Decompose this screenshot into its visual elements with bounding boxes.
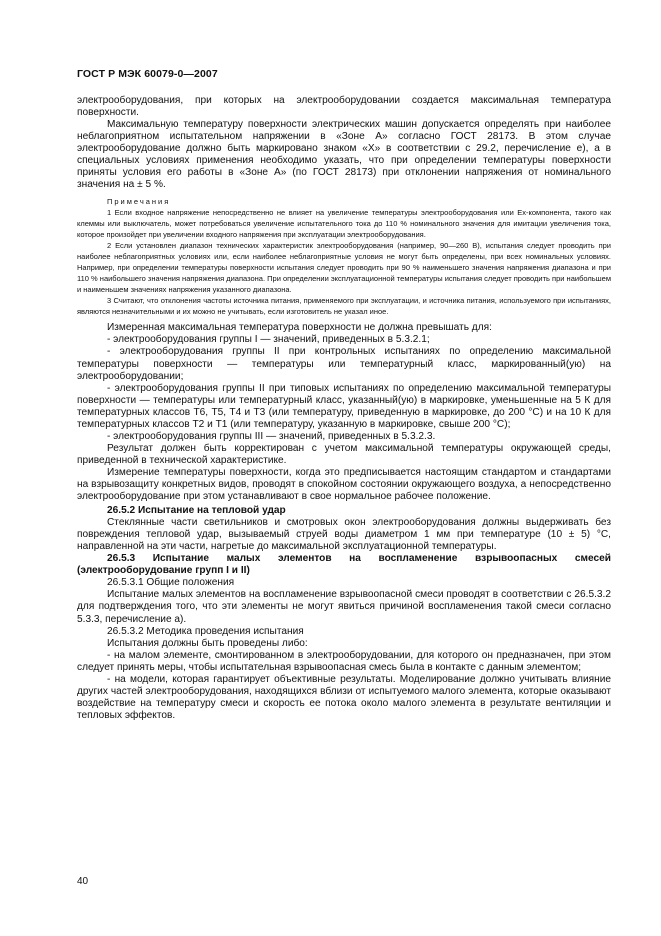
paragraph: Результат должен быть корректирован с учетом максимальной температуры окружающей среды, приведенной в технической характеристике.: [77, 442, 611, 466]
notes-block: [77, 196, 611, 317]
paragraph: Стеклянные части светильников и смотровых окон электрооборудования должны выдерживать без повреждения тепловой удар, вызываемый струей воды диаметром 1 мм при температуре (10 ± 5) °С, направленной на эти части, нагретые до максимальной эксплуатационной температуры.: [77, 517, 611, 553]
paragraph: Максимальную температуру поверхности электрических машин допускается определять при наиболее неблагоприятном испытательном напряжении в «Зоне А» согласно ГОСТ 28173. В этом случае электрооборудование должно быть маркировано знаком «Х» в соответствии с 29.2, перечисление е), а в специальных условиях применения необходимо указать, что при определении температуры поверхности приняты условия его работы в «Зоне А» (по ГОСТ 28173) при отклонении напряжения от номинального значения на ± 5 %.: [77, 119, 611, 191]
paragraph: Измеренная максимальная температура поверхности не должна превышать для:: [107, 322, 492, 334]
subsection-heading: 26.5.3.2 Методика проведения испытания: [107, 625, 304, 637]
subsection-heading: 26.5.3.1 Общие положения: [107, 577, 235, 589]
note-item: 1 Если входное напряжение непосредственно не влияет на увеличение температуры электрооборудования или Ex-компонента, такого как клеммы или выключатель, может потребоваться увеличение испытательного тока до 110 % номинального значения для имитации увеличения тока, которое произойдет при увеличении входного напряжения при эксплуатации электрооборудования.: [77, 208, 611, 240]
section-heading: 26.5.3 Испытание малых элементов на воспламенение взрывоопасных смесей (электрооборудование групп I и II): [77, 553, 611, 577]
notes-heading: Примечания: [107, 197, 171, 207]
page-number: 40: [77, 876, 89, 887]
list-item: - электрооборудования группы I — значений, приведенных в 5.3.2.1;: [107, 334, 430, 346]
paragraph: Испытания должны быть проведены либо:: [107, 637, 308, 649]
list-item: - электрооборудования группы II при контрольных испытаниях по определению максимальной температуры поверхности — температуры или температурный класс, маркированный(ую) на электрооборудовании;: [77, 346, 611, 382]
paragraph: Испытание малых элементов на воспламенение взрывоопасной смеси проводят в соответствии с 26.5.3.2 для подтверждения того, что эти элементы не могут явиться причиной воспламенения такой смеси согласно 5.3.3, перечисление а).: [77, 589, 611, 625]
list-item: - на модели, которая гарантирует объективные результаты. Моделирование должно учитывать влияние других частей электрооборудования, находящихся вблизи от испытуемого малого элемента, которые оказывают воздействие на температуру смеси и скорость ее потока около малого элемента в результате вентиляции и тепловых эффектов.: [77, 673, 611, 721]
note-item: 2 Если установлен диапазон технических характеристик электрооборудования (например, 90—260 В), испытания следует проводить при наиболее неблагоприятных условиях или, если наиболее неблагоприятные условия не могут быть определены, при всех номинальных условиях. Например, при определении температуры поверхности испытания следует проводить при 90 % наименьшего значения напряжения диапазона и при 110 % наибольшего значения напряжения диапазона. При определении эксплуатационной температуры испытания следует проводить при наибольшем и наименьшем значениях напряжения указанного диапазона.: [77, 241, 611, 295]
note-item: 3 Считают, что отклонения частоты источника питания, применяемого при эксплуатации, и источника питания, используемого при испытаниях, являются незначительными и их можно не учитывать, если изготовитель не указал иное.: [77, 296, 611, 317]
paragraph: Измерение температуры поверхности, когда это предписывается настоящим стандартом и стандартами на взрывозащиту конкретных видов, проводят в спокойном состоянии окружающего воздуха, а непосредственно электрооборудование при этом устанавливают в свое нормальное рабочее положение.: [77, 466, 611, 503]
page-header: ГОСТ Р МЭК 60079-0—2007: [77, 68, 218, 80]
list-item: - электрооборудования группы II при типовых испытаниях по определению максимальной температуры поверхности — температуры или температурный класс, указанный(ую) в маркировке, уменьшенные на 5 К для температурных классов Т6, Т5, Т4 и Т3 (или температуру, приведенную в маркировке, до 200 °С) и на 10 К для температурных классов Т2 и Т1 (или температуру, указанную в маркировке, свыше 200 °С);: [77, 382, 611, 430]
paragraph: электрооборудования, при которых на электрооборудовании создается максимальная температура поверхности.: [77, 95, 611, 119]
list-item: - электрооборудования группы III — значений, приведенных в 5.3.2.3.: [107, 430, 436, 442]
list-item: - на малом элементе, смонтированном в электрооборудовании, для которого он предназначен, при этом следует принять меры, чтобы испытательная взрывоопасная смесь была в контакте с данным элементом;: [77, 649, 611, 673]
section-heading: 26.5.2 Испытание на тепловой удар: [107, 505, 286, 517]
page-content: [77, 95, 611, 722]
